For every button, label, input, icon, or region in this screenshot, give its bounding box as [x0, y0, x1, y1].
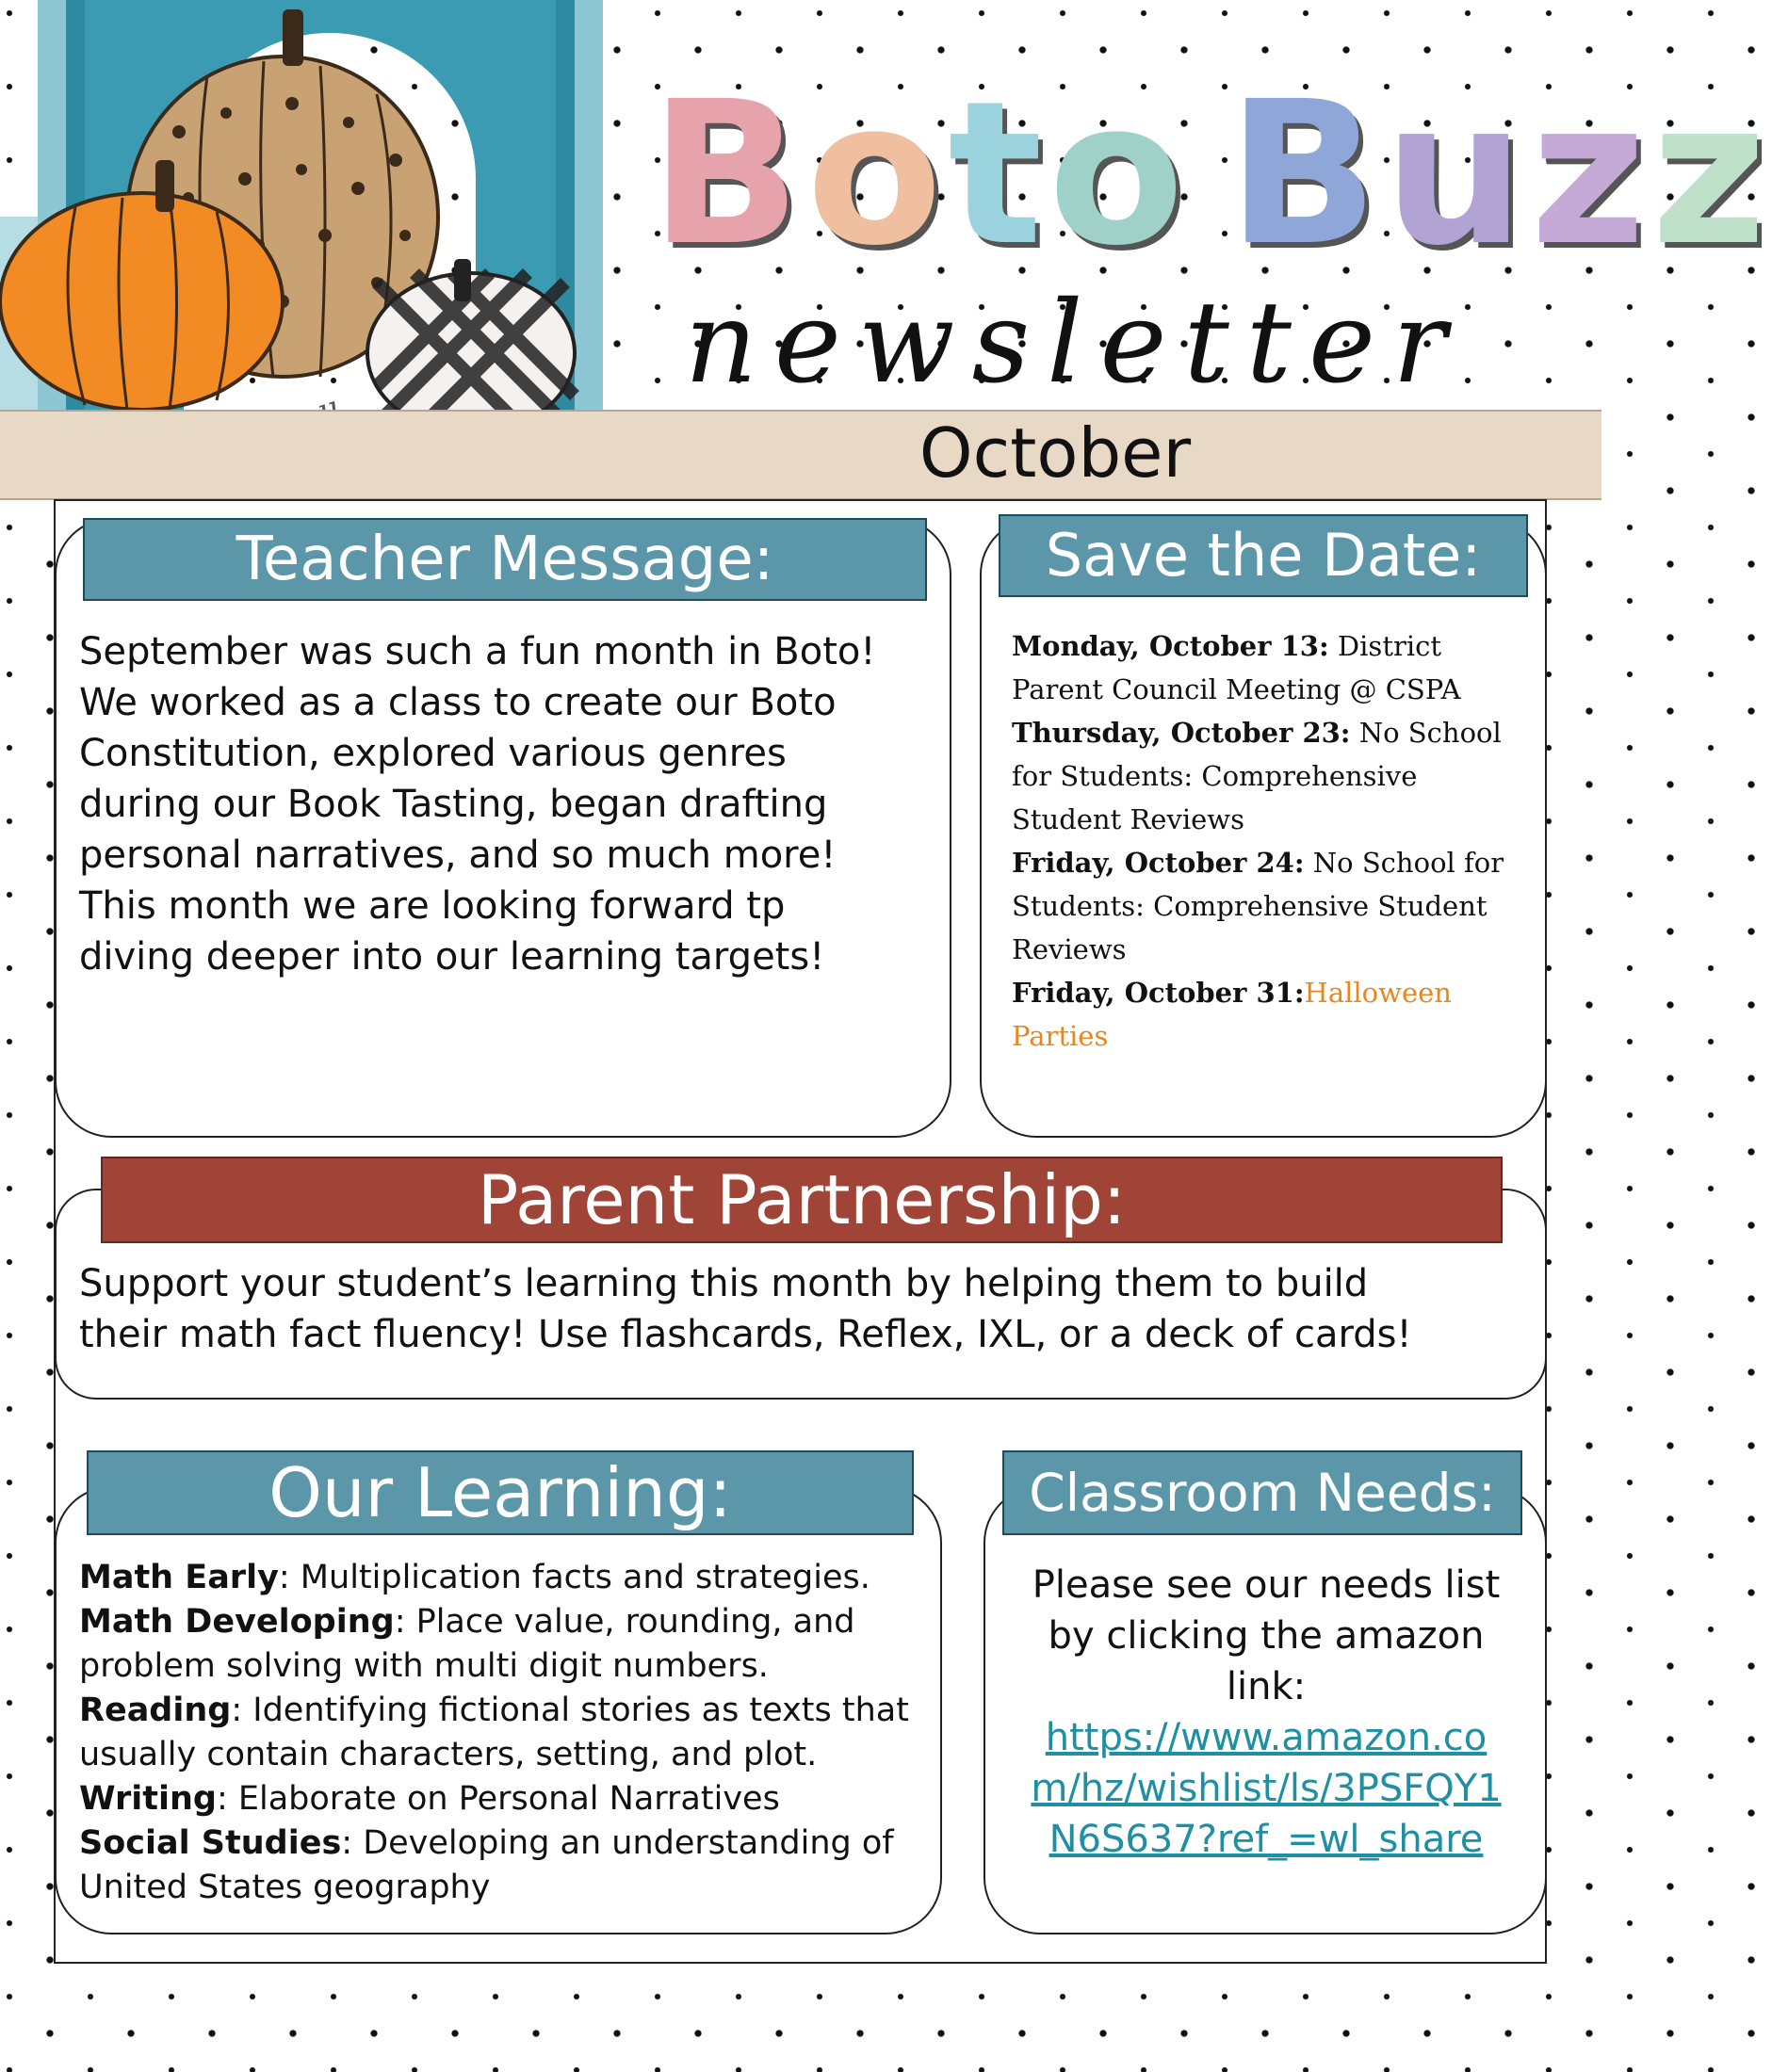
parent-partnership-heading: Parent Partnership: [101, 1157, 1503, 1243]
amazon-wishlist-link[interactable] [1002, 1712, 1530, 1865]
title-letter: B [1227, 58, 1385, 289]
title-letter: z [1530, 58, 1651, 289]
learning-item [79, 1689, 936, 1777]
date-item [1012, 841, 1520, 971]
partnership-line: Support your student’s learning this month by helping them to build [79, 1262, 1369, 1305]
teacher-message-text [79, 626, 946, 982]
learning-item [79, 1556, 936, 1600]
teacher-line: Constitution, explored various genres [79, 732, 787, 775]
learning-text: : Multiplication facts and strategies. [278, 1559, 870, 1596]
date-item [1012, 624, 1520, 711]
date-text: No School for Students: Comprehensive Student Reviews [1012, 717, 1502, 835]
date-label: Monday, October 13: [1012, 630, 1329, 662]
newsletter-title [650, 58, 1772, 289]
teacher-line: during our Book Tasting, began drafting [79, 783, 828, 826]
date-item [1012, 971, 1520, 1058]
link-line[interactable]: https://www.amazon.co [1045, 1716, 1488, 1759]
date-label: Friday, October 24: [1012, 847, 1305, 879]
learning-label: Math Developing [79, 1603, 395, 1641]
date-text: Halloween Parties [1012, 977, 1452, 1052]
learning-item [79, 1821, 936, 1910]
newsletter-subtitle: newsletter [684, 278, 1464, 409]
save-the-date-heading: Save the Date: [999, 514, 1528, 597]
date-label: Thursday, October 23: [1012, 717, 1351, 749]
learning-item [79, 1777, 936, 1821]
teacher-line: diving deeper into our learning targets! [79, 935, 825, 979]
partnership-line: their math fact fluency! Use flashcards, Reflex, IXL, or a deck of cards! [79, 1313, 1412, 1356]
parent-partnership-text [79, 1258, 1530, 1360]
title-letter: z [1650, 58, 1772, 289]
learning-label: Reading [79, 1692, 232, 1729]
our-learning-list [79, 1556, 936, 1910]
month-label: October [919, 413, 1192, 493]
learning-label: Writing [79, 1780, 217, 1818]
teacher-line: We worked as a class to create our Boto [79, 681, 837, 724]
link-line[interactable]: N6S637?ref_=wl_share [1049, 1818, 1484, 1861]
learning-label: Math Early [79, 1559, 279, 1596]
learning-text: : Place value, rounding, and problem solving with multi digit numbers. [79, 1603, 855, 1685]
classroom-needs-heading: Classroom Needs: [1002, 1450, 1522, 1535]
teacher-line: personal narratives, and so much more! [79, 834, 837, 877]
title-letter: t [948, 58, 1049, 289]
learning-label: Social Studies [79, 1824, 342, 1862]
date-item [1012, 711, 1520, 841]
learning-text: : Developing an understanding of United States geography [79, 1824, 894, 1906]
teacher-line: September was such a fun month in Boto! [79, 630, 876, 673]
teacher-line: This month we are looking forward tp [79, 884, 786, 928]
link-line[interactable]: m/hz/wishlist/ls/3PSFQY1 [1031, 1767, 1502, 1810]
title-letter: o [806, 58, 949, 289]
pumpkin-rainbow-illustration [0, 0, 622, 414]
learning-item [79, 1600, 936, 1689]
learning-text: : Identifying fictional stories as texts that usually contain characters, setting, and plot. [79, 1692, 909, 1773]
date-text: District Parent Council Meeting @ CSPA [1012, 630, 1461, 705]
month-band [0, 410, 1601, 500]
classroom-needs-text: Please see our needs list by clicking the amazon link: [1032, 1563, 1501, 1708]
date-text: No School for Students: Comprehensive Student Reviews [1012, 847, 1504, 965]
save-the-date-list [1012, 624, 1520, 1058]
our-learning-heading: Our Learning: [87, 1450, 914, 1535]
date-label: Friday, October 31: [1012, 977, 1305, 1009]
title-letter: B [650, 58, 807, 289]
title-letter: o [1048, 58, 1191, 289]
learning-text: : Elaborate on Personal Narratives [216, 1780, 780, 1818]
title-letter: u [1384, 58, 1531, 289]
teacher-message-heading: Teacher Message: [83, 518, 927, 601]
